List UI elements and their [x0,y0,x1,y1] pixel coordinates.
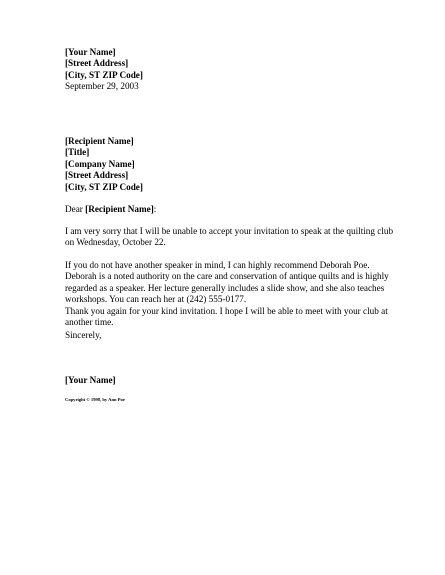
sender-address-block [65,47,395,93]
salutation [65,204,395,215]
body-paragraph-1 [65,226,395,249]
sender-street: [Street Address] [65,58,129,69]
copyright-notice: Copyright © 1998, by Ann Poe [65,397,125,402]
recipient-address-block [65,136,395,193]
paragraph-line: another time. [65,317,114,328]
salutation-recipient-name: [Recipient Name] [85,204,154,214]
salutation-suffix: : [153,204,157,214]
recipient-title: [Title] [65,147,90,158]
body-paragraph-2 [65,260,395,306]
paragraph-line: regarded as a speaker. Her lecture generally includes a slide show, and she also teaches [65,282,385,293]
closing [65,330,395,341]
letter-date: September 29, 2003 [65,81,139,92]
paragraph-line: workshops. You can reach her at (242) 555-0177. [65,294,247,305]
paragraph-line: Deborah is a noted authority on the care and conservation of antique quilts and is highly [65,271,389,282]
salutation-prefix: Dear [65,204,86,214]
paragraph-line: I am very sorry that I will be unable to accept your invitation to speak at the quilting club [65,226,394,236]
recipient-city: [City, ST ZIP Code] [65,181,143,192]
paragraph-line: Thank you again for your kind invitation. I hope I will be able to meet with your club at [65,306,388,316]
sender-city: [City, ST ZIP Code] [65,69,143,80]
recipient-street: [Street Address] [65,170,129,181]
paragraph-line: on Wednesday, October 22. [65,237,166,248]
closing-text: Sincerely, [65,330,102,340]
signature-name: [Your Name] [65,375,116,385]
recipient-company: [Company Name] [65,158,135,169]
sender-name: [Your Name] [65,47,116,57]
body-paragraph-3 [65,306,395,329]
signature-block [65,375,395,386]
recipient-name: [Recipient Name] [65,136,134,146]
paragraph-line: If you do not have another speaker in mind, I can highly recommend Deborah Poe. [65,260,370,270]
